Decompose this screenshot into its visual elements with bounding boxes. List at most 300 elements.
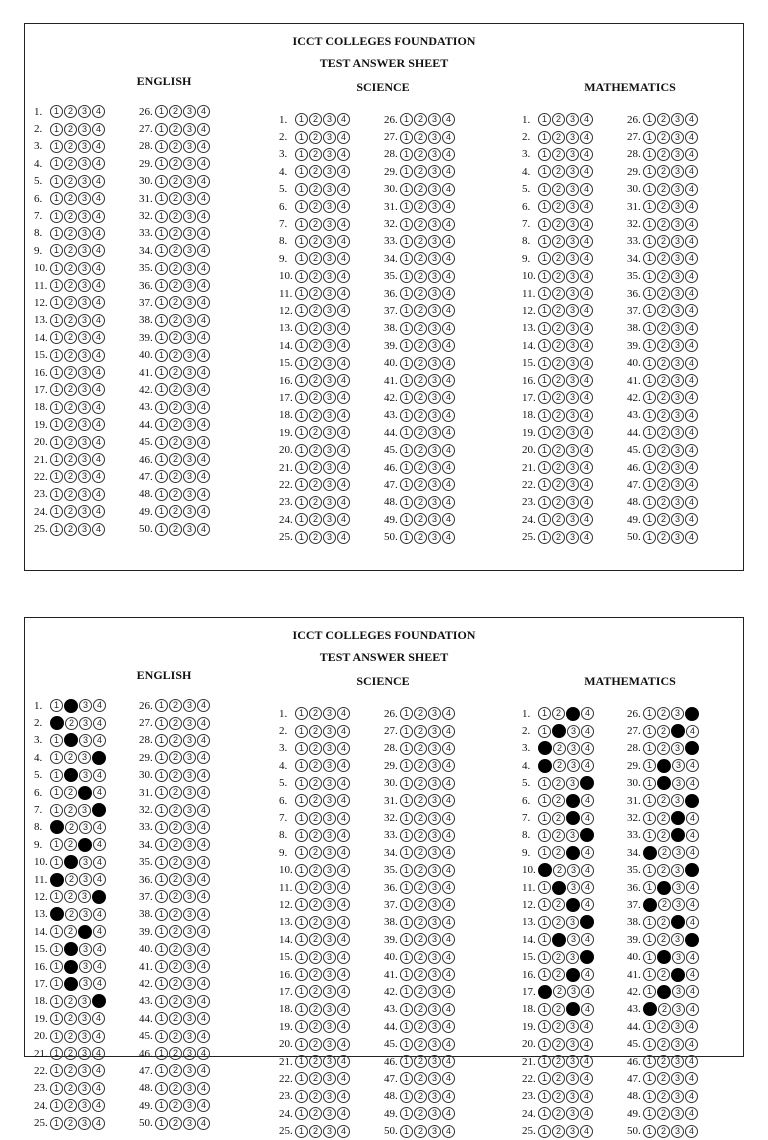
answer-bubble-1[interactable]: 1 xyxy=(155,1030,168,1043)
answer-bubble-4[interactable]: 4 xyxy=(197,470,210,483)
answer-bubble-1[interactable]: 1 xyxy=(538,794,551,807)
answer-bubble-1[interactable]: 1 xyxy=(155,192,168,205)
answer-bubble-2[interactable]: 2 xyxy=(64,262,77,275)
answer-bubble-2[interactable]: 2 xyxy=(309,1055,322,1068)
answer-bubble-4[interactable]: 4 xyxy=(337,287,350,300)
answer-bubble-4[interactable]: 4 xyxy=(685,165,698,178)
answer-bubble-1[interactable]: 1 xyxy=(155,943,168,956)
answer-bubble-3[interactable]: 3 xyxy=(428,846,441,859)
answer-bubble-1[interactable]: 1 xyxy=(643,1038,656,1051)
answer-bubble-2[interactable]: 2 xyxy=(64,140,77,153)
answer-bubble-2[interactable]: 2 xyxy=(309,794,322,807)
answer-bubble-2[interactable]: 2 xyxy=(552,131,565,144)
answer-bubble-1[interactable]: 1 xyxy=(295,1020,308,1033)
answer-bubble-2[interactable]: 2 xyxy=(169,734,182,747)
answer-bubble-3[interactable]: 3 xyxy=(566,1020,579,1033)
answer-bubble-3[interactable]: 3 xyxy=(183,105,196,118)
answer-bubble-4-filled[interactable] xyxy=(92,890,106,904)
answer-bubble-3-filled[interactable] xyxy=(566,707,580,721)
answer-bubble-1[interactable]: 1 xyxy=(155,470,168,483)
answer-bubble-1[interactable]: 1 xyxy=(643,391,656,404)
answer-bubble-1[interactable]: 1 xyxy=(50,296,63,309)
answer-bubble-3[interactable]: 3 xyxy=(428,742,441,755)
answer-bubble-2[interactable]: 2 xyxy=(552,1020,565,1033)
answer-bubble-3[interactable]: 3 xyxy=(323,794,336,807)
answer-bubble-1[interactable]: 1 xyxy=(400,916,413,929)
answer-bubble-1[interactable]: 1 xyxy=(155,734,168,747)
answer-bubble-1[interactable]: 1 xyxy=(155,140,168,153)
answer-bubble-3[interactable]: 3 xyxy=(78,751,91,764)
answer-bubble-2[interactable]: 2 xyxy=(169,1117,182,1130)
answer-bubble-1[interactable]: 1 xyxy=(295,235,308,248)
answer-bubble-2[interactable]: 2 xyxy=(309,1020,322,1033)
answer-bubble-2[interactable]: 2 xyxy=(64,1117,77,1130)
answer-bubble-3[interactable]: 3 xyxy=(183,873,196,886)
answer-bubble-1[interactable]: 1 xyxy=(295,252,308,265)
answer-bubble-2[interactable]: 2 xyxy=(414,461,427,474)
answer-bubble-4[interactable]: 4 xyxy=(337,391,350,404)
answer-bubble-4[interactable]: 4 xyxy=(442,461,455,474)
answer-bubble-1[interactable]: 1 xyxy=(50,470,63,483)
answer-bubble-3[interactable]: 3 xyxy=(428,409,441,422)
answer-bubble-4[interactable]: 4 xyxy=(685,304,698,317)
answer-bubble-3[interactable]: 3 xyxy=(428,1038,441,1051)
answer-bubble-2[interactable]: 2 xyxy=(414,218,427,231)
answer-bubble-1[interactable]: 1 xyxy=(295,322,308,335)
answer-bubble-3[interactable]: 3 xyxy=(78,401,91,414)
answer-bubble-1[interactable]: 1 xyxy=(295,916,308,929)
answer-bubble-2[interactable]: 2 xyxy=(657,304,670,317)
answer-bubble-1[interactable]: 1 xyxy=(643,1020,656,1033)
answer-bubble-3[interactable]: 3 xyxy=(428,951,441,964)
answer-bubble-4-filled[interactable] xyxy=(685,863,699,877)
answer-bubble-4[interactable]: 4 xyxy=(686,881,699,894)
answer-bubble-4[interactable]: 4 xyxy=(92,401,105,414)
answer-bubble-2[interactable]: 2 xyxy=(309,426,322,439)
answer-bubble-2[interactable]: 2 xyxy=(553,864,566,877)
answer-bubble-1[interactable]: 1 xyxy=(400,707,413,720)
answer-bubble-1[interactable]: 1 xyxy=(538,846,551,859)
answer-bubble-1[interactable]: 1 xyxy=(643,252,656,265)
answer-bubble-3[interactable]: 3 xyxy=(428,829,441,842)
answer-bubble-2[interactable]: 2 xyxy=(169,943,182,956)
answer-bubble-2[interactable]: 2 xyxy=(169,383,182,396)
answer-bubble-4[interactable]: 4 xyxy=(685,513,698,526)
answer-bubble-1[interactable]: 1 xyxy=(295,881,308,894)
answer-bubble-1[interactable]: 1 xyxy=(50,505,63,518)
answer-bubble-4[interactable]: 4 xyxy=(197,1064,210,1077)
answer-bubble-1[interactable]: 1 xyxy=(643,531,656,544)
answer-bubble-2[interactable]: 2 xyxy=(309,478,322,491)
answer-bubble-3[interactable]: 3 xyxy=(183,227,196,240)
answer-bubble-3[interactable]: 3 xyxy=(566,461,579,474)
answer-bubble-3[interactable]: 3 xyxy=(323,1107,336,1120)
answer-bubble-2[interactable]: 2 xyxy=(64,453,77,466)
answer-bubble-1[interactable]: 1 xyxy=(155,349,168,362)
answer-bubble-1[interactable]: 1 xyxy=(643,829,656,842)
answer-bubble-1[interactable]: 1 xyxy=(295,200,308,213)
answer-bubble-1[interactable]: 1 xyxy=(50,488,63,501)
answer-bubble-3[interactable]: 3 xyxy=(428,916,441,929)
answer-bubble-3[interactable]: 3 xyxy=(323,270,336,283)
answer-bubble-3[interactable]: 3 xyxy=(323,391,336,404)
answer-bubble-4[interactable]: 4 xyxy=(337,864,350,877)
answer-bubble-1[interactable]: 1 xyxy=(538,777,551,790)
answer-bubble-4[interactable]: 4 xyxy=(197,436,210,449)
answer-bubble-3[interactable]: 3 xyxy=(671,1072,684,1085)
answer-bubble-2[interactable]: 2 xyxy=(414,531,427,544)
answer-bubble-3[interactable]: 3 xyxy=(566,131,579,144)
answer-bubble-1[interactable]: 1 xyxy=(538,235,551,248)
answer-bubble-2[interactable]: 2 xyxy=(414,513,427,526)
answer-bubble-1[interactable]: 1 xyxy=(643,113,656,126)
answer-bubble-2[interactable]: 2 xyxy=(64,523,77,536)
answer-bubble-1[interactable]: 1 xyxy=(643,165,656,178)
answer-bubble-3[interactable]: 3 xyxy=(183,925,196,938)
answer-bubble-4[interactable]: 4 xyxy=(197,856,210,869)
answer-bubble-2[interactable]: 2 xyxy=(414,478,427,491)
answer-bubble-2[interactable]: 2 xyxy=(414,742,427,755)
answer-bubble-2[interactable]: 2 xyxy=(552,1125,565,1138)
answer-bubble-1[interactable]: 1 xyxy=(643,322,656,335)
answer-bubble-3[interactable]: 3 xyxy=(323,725,336,738)
answer-bubble-4[interactable]: 4 xyxy=(686,1003,699,1016)
answer-bubble-1[interactable]: 1 xyxy=(155,157,168,170)
answer-bubble-2[interactable]: 2 xyxy=(414,287,427,300)
answer-bubble-3[interactable]: 3 xyxy=(566,496,579,509)
answer-bubble-1[interactable]: 1 xyxy=(295,864,308,877)
answer-bubble-4[interactable]: 4 xyxy=(581,725,594,738)
answer-bubble-2-filled[interactable] xyxy=(657,881,671,895)
answer-bubble-4[interactable]: 4 xyxy=(337,1003,350,1016)
answer-bubble-3[interactable]: 3 xyxy=(79,960,92,973)
answer-bubble-4[interactable]: 4 xyxy=(92,505,105,518)
answer-bubble-3[interactable]: 3 xyxy=(567,725,580,738)
answer-bubble-4[interactable]: 4 xyxy=(337,357,350,370)
answer-bubble-2[interactable]: 2 xyxy=(309,409,322,422)
answer-bubble-4[interactable]: 4 xyxy=(685,252,698,265)
answer-bubble-4[interactable]: 4 xyxy=(442,794,455,807)
answer-bubble-2[interactable]: 2 xyxy=(553,985,566,998)
answer-bubble-1[interactable]: 1 xyxy=(400,742,413,755)
answer-bubble-4-filled[interactable] xyxy=(685,741,699,755)
answer-bubble-4[interactable]: 4 xyxy=(442,1125,455,1138)
answer-bubble-2-filled[interactable] xyxy=(657,985,671,999)
answer-bubble-3[interactable]: 3 xyxy=(78,244,91,257)
answer-bubble-1[interactable]: 1 xyxy=(295,218,308,231)
answer-bubble-4[interactable]: 4 xyxy=(442,707,455,720)
answer-bubble-4[interactable]: 4 xyxy=(337,1038,350,1051)
answer-bubble-4[interactable]: 4 xyxy=(442,304,455,317)
answer-bubble-1[interactable]: 1 xyxy=(400,1090,413,1103)
answer-bubble-1[interactable]: 1 xyxy=(295,777,308,790)
answer-bubble-3[interactable]: 3 xyxy=(323,113,336,126)
answer-bubble-2[interactable]: 2 xyxy=(309,113,322,126)
answer-bubble-4[interactable]: 4 xyxy=(580,287,593,300)
answer-bubble-2[interactable]: 2 xyxy=(309,1003,322,1016)
answer-bubble-4[interactable]: 4 xyxy=(580,478,593,491)
answer-bubble-2[interactable]: 2 xyxy=(64,925,77,938)
answer-bubble-1[interactable]: 1 xyxy=(295,426,308,439)
answer-bubble-2[interactable]: 2 xyxy=(309,898,322,911)
answer-bubble-3[interactable]: 3 xyxy=(78,210,91,223)
answer-bubble-1[interactable]: 1 xyxy=(643,933,656,946)
answer-bubble-3[interactable]: 3 xyxy=(183,1064,196,1077)
answer-bubble-2[interactable]: 2 xyxy=(414,1055,427,1068)
answer-bubble-4[interactable]: 4 xyxy=(685,496,698,509)
answer-bubble-1[interactable]: 1 xyxy=(50,977,63,990)
answer-bubble-1[interactable]: 1 xyxy=(400,1003,413,1016)
answer-bubble-1[interactable]: 1 xyxy=(155,366,168,379)
answer-bubble-1[interactable]: 1 xyxy=(538,1125,551,1138)
answer-bubble-1[interactable]: 1 xyxy=(295,1072,308,1085)
answer-bubble-3[interactable]: 3 xyxy=(323,881,336,894)
answer-bubble-3[interactable]: 3 xyxy=(566,287,579,300)
answer-bubble-3[interactable]: 3 xyxy=(566,183,579,196)
answer-bubble-1[interactable]: 1 xyxy=(538,1003,551,1016)
answer-bubble-4[interactable]: 4 xyxy=(685,374,698,387)
answer-bubble-1[interactable]: 1 xyxy=(50,105,63,118)
answer-bubble-2[interactable]: 2 xyxy=(552,846,565,859)
answer-bubble-2[interactable]: 2 xyxy=(64,838,77,851)
answer-bubble-3-filled[interactable] xyxy=(671,968,685,982)
answer-bubble-1[interactable]: 1 xyxy=(155,279,168,292)
answer-bubble-1[interactable]: 1 xyxy=(400,725,413,738)
answer-bubble-4[interactable]: 4 xyxy=(685,1038,698,1051)
answer-bubble-4[interactable]: 4 xyxy=(197,838,210,851)
answer-bubble-2[interactable]: 2 xyxy=(309,148,322,161)
answer-bubble-4[interactable]: 4 xyxy=(92,1064,105,1077)
answer-bubble-4[interactable]: 4 xyxy=(442,1055,455,1068)
answer-bubble-3[interactable]: 3 xyxy=(183,279,196,292)
answer-bubble-2[interactable]: 2 xyxy=(414,725,427,738)
answer-bubble-1[interactable]: 1 xyxy=(400,391,413,404)
answer-bubble-4[interactable]: 4 xyxy=(442,148,455,161)
answer-bubble-2[interactable]: 2 xyxy=(552,444,565,457)
answer-bubble-4[interactable]: 4 xyxy=(685,461,698,474)
answer-bubble-2[interactable]: 2 xyxy=(169,1099,182,1112)
answer-bubble-2-filled[interactable] xyxy=(64,960,78,974)
answer-bubble-2[interactable]: 2 xyxy=(64,1082,77,1095)
answer-bubble-3[interactable]: 3 xyxy=(566,357,579,370)
answer-bubble-2[interactable]: 2 xyxy=(657,131,670,144)
answer-bubble-3[interactable]: 3 xyxy=(323,165,336,178)
answer-bubble-1[interactable]: 1 xyxy=(50,453,63,466)
answer-bubble-2[interactable]: 2 xyxy=(64,244,77,257)
answer-bubble-2[interactable]: 2 xyxy=(552,235,565,248)
answer-bubble-3[interactable]: 3 xyxy=(323,1020,336,1033)
answer-bubble-2[interactable]: 2 xyxy=(309,235,322,248)
answer-bubble-4[interactable]: 4 xyxy=(92,140,105,153)
answer-bubble-4[interactable]: 4 xyxy=(442,531,455,544)
answer-bubble-3[interactable]: 3 xyxy=(78,505,91,518)
answer-bubble-3[interactable]: 3 xyxy=(566,1072,579,1085)
answer-bubble-2[interactable]: 2 xyxy=(309,1072,322,1085)
answer-bubble-4[interactable]: 4 xyxy=(197,262,210,275)
answer-bubble-4[interactable]: 4 xyxy=(337,113,350,126)
answer-bubble-3[interactable]: 3 xyxy=(672,777,685,790)
answer-bubble-1[interactable]: 1 xyxy=(50,734,63,747)
answer-bubble-4[interactable]: 4 xyxy=(337,444,350,457)
answer-bubble-2[interactable]: 2 xyxy=(552,218,565,231)
answer-bubble-3[interactable]: 3 xyxy=(323,287,336,300)
answer-bubble-4[interactable]: 4 xyxy=(337,1055,350,1068)
answer-bubble-1[interactable]: 1 xyxy=(295,270,308,283)
answer-bubble-4[interactable]: 4 xyxy=(442,1107,455,1120)
answer-bubble-3[interactable]: 3 xyxy=(78,140,91,153)
answer-bubble-2-filled[interactable] xyxy=(657,950,671,964)
answer-bubble-1[interactable]: 1 xyxy=(295,1125,308,1138)
answer-bubble-4[interactable]: 4 xyxy=(197,995,210,1008)
answer-bubble-1[interactable]: 1 xyxy=(295,985,308,998)
answer-bubble-1[interactable]: 1 xyxy=(538,1038,551,1051)
answer-bubble-4[interactable]: 4 xyxy=(92,470,105,483)
answer-bubble-1[interactable]: 1 xyxy=(643,794,656,807)
answer-bubble-2[interactable]: 2 xyxy=(169,769,182,782)
answer-bubble-2[interactable]: 2 xyxy=(552,183,565,196)
answer-bubble-1[interactable]: 1 xyxy=(50,366,63,379)
answer-bubble-3[interactable]: 3 xyxy=(671,496,684,509)
answer-bubble-3[interactable]: 3 xyxy=(79,699,92,712)
answer-bubble-3[interactable]: 3 xyxy=(566,235,579,248)
answer-bubble-2[interactable]: 2 xyxy=(414,235,427,248)
answer-bubble-4[interactable]: 4 xyxy=(580,339,593,352)
answer-bubble-4[interactable]: 4 xyxy=(580,391,593,404)
answer-bubble-4[interactable]: 4 xyxy=(92,296,105,309)
answer-bubble-2[interactable]: 2 xyxy=(414,1038,427,1051)
answer-bubble-4-filled[interactable] xyxy=(92,994,106,1008)
answer-bubble-1[interactable]: 1 xyxy=(50,1117,63,1130)
answer-bubble-3[interactable]: 3 xyxy=(566,113,579,126)
answer-bubble-1[interactable]: 1 xyxy=(400,1038,413,1051)
answer-bubble-4[interactable]: 4 xyxy=(685,148,698,161)
answer-bubble-2[interactable]: 2 xyxy=(64,1012,77,1025)
answer-bubble-1[interactable]: 1 xyxy=(295,933,308,946)
answer-bubble-1[interactable]: 1 xyxy=(400,148,413,161)
answer-bubble-3[interactable]: 3 xyxy=(183,1082,196,1095)
answer-bubble-3[interactable]: 3 xyxy=(183,470,196,483)
answer-bubble-1[interactable]: 1 xyxy=(538,391,551,404)
answer-bubble-1[interactable]: 1 xyxy=(155,995,168,1008)
answer-bubble-1-filled[interactable] xyxy=(50,716,64,730)
answer-bubble-2[interactable]: 2 xyxy=(169,804,182,817)
answer-bubble-2-filled[interactable] xyxy=(64,768,78,782)
answer-bubble-3[interactable]: 3 xyxy=(183,210,196,223)
answer-bubble-4[interactable]: 4 xyxy=(580,1107,593,1120)
answer-bubble-4[interactable]: 4 xyxy=(442,777,455,790)
answer-bubble-1[interactable]: 1 xyxy=(155,856,168,869)
answer-bubble-4[interactable]: 4 xyxy=(685,1072,698,1085)
answer-bubble-4[interactable]: 4 xyxy=(580,304,593,317)
answer-bubble-4[interactable]: 4 xyxy=(92,227,105,240)
answer-bubble-3[interactable]: 3 xyxy=(183,140,196,153)
answer-bubble-1[interactable]: 1 xyxy=(643,1107,656,1120)
answer-bubble-1[interactable]: 1 xyxy=(50,383,63,396)
answer-bubble-3[interactable]: 3 xyxy=(78,890,91,903)
answer-bubble-4[interactable]: 4 xyxy=(442,1090,455,1103)
answer-bubble-3[interactable]: 3 xyxy=(566,374,579,387)
answer-bubble-4[interactable]: 4 xyxy=(93,960,106,973)
answer-bubble-1[interactable]: 1 xyxy=(400,252,413,265)
answer-bubble-1[interactable]: 1 xyxy=(538,426,551,439)
answer-bubble-1[interactable]: 1 xyxy=(400,287,413,300)
answer-bubble-1[interactable]: 1 xyxy=(50,227,63,240)
answer-bubble-3[interactable]: 3 xyxy=(428,339,441,352)
answer-bubble-4[interactable]: 4 xyxy=(337,270,350,283)
answer-bubble-2[interactable]: 2 xyxy=(64,175,77,188)
answer-bubble-2[interactable]: 2 xyxy=(309,270,322,283)
answer-bubble-2[interactable]: 2 xyxy=(64,1064,77,1077)
answer-bubble-1[interactable]: 1 xyxy=(295,1003,308,1016)
answer-bubble-1[interactable]: 1 xyxy=(400,1107,413,1120)
answer-bubble-2[interactable]: 2 xyxy=(414,113,427,126)
answer-bubble-4[interactable]: 4 xyxy=(685,1125,698,1138)
answer-bubble-3[interactable]: 3 xyxy=(323,933,336,946)
answer-bubble-4[interactable]: 4 xyxy=(92,175,105,188)
answer-bubble-1[interactable]: 1 xyxy=(538,951,551,964)
answer-bubble-3[interactable]: 3 xyxy=(78,296,91,309)
answer-bubble-4[interactable]: 4 xyxy=(442,444,455,457)
answer-bubble-1[interactable]: 1 xyxy=(538,881,551,894)
answer-bubble-3[interactable]: 3 xyxy=(183,977,196,990)
answer-bubble-2[interactable]: 2 xyxy=(309,200,322,213)
answer-bubble-2[interactable]: 2 xyxy=(552,461,565,474)
answer-bubble-2[interactable]: 2 xyxy=(309,513,322,526)
answer-bubble-4[interactable]: 4 xyxy=(197,943,210,956)
answer-bubble-1[interactable]: 1 xyxy=(295,1090,308,1103)
answer-bubble-3[interactable]: 3 xyxy=(323,1055,336,1068)
answer-bubble-3[interactable]: 3 xyxy=(671,1055,684,1068)
answer-bubble-1[interactable]: 1 xyxy=(643,426,656,439)
answer-bubble-2[interactable]: 2 xyxy=(169,1064,182,1077)
answer-bubble-1[interactable]: 1 xyxy=(538,218,551,231)
answer-bubble-4[interactable]: 4 xyxy=(580,409,593,422)
answer-bubble-1[interactable]: 1 xyxy=(538,829,551,842)
answer-bubble-2[interactable]: 2 xyxy=(169,523,182,536)
answer-bubble-4[interactable]: 4 xyxy=(337,951,350,964)
answer-bubble-4[interactable]: 4 xyxy=(685,183,698,196)
answer-bubble-3[interactable]: 3 xyxy=(428,426,441,439)
answer-bubble-3[interactable]: 3 xyxy=(78,349,91,362)
answer-bubble-1-filled[interactable] xyxy=(538,985,552,999)
answer-bubble-3[interactable]: 3 xyxy=(78,157,91,170)
answer-bubble-1[interactable]: 1 xyxy=(643,131,656,144)
answer-bubble-1[interactable]: 1 xyxy=(538,461,551,474)
answer-bubble-2[interactable]: 2 xyxy=(552,1107,565,1120)
answer-bubble-2[interactable]: 2 xyxy=(65,873,78,886)
answer-bubble-4-filled[interactable] xyxy=(580,828,594,842)
answer-bubble-3[interactable]: 3 xyxy=(78,523,91,536)
answer-bubble-3[interactable]: 3 xyxy=(566,252,579,265)
answer-bubble-3[interactable]: 3 xyxy=(183,366,196,379)
answer-bubble-3[interactable]: 3 xyxy=(428,478,441,491)
answer-bubble-1-filled[interactable] xyxy=(538,863,552,877)
answer-bubble-2[interactable]: 2 xyxy=(309,374,322,387)
answer-bubble-2[interactable]: 2 xyxy=(657,707,670,720)
answer-bubble-1[interactable]: 1 xyxy=(295,165,308,178)
answer-bubble-2[interactable]: 2 xyxy=(309,131,322,144)
answer-bubble-3[interactable]: 3 xyxy=(78,262,91,275)
answer-bubble-3[interactable]: 3 xyxy=(428,1125,441,1138)
answer-bubble-2[interactable]: 2 xyxy=(414,985,427,998)
answer-bubble-2[interactable]: 2 xyxy=(309,759,322,772)
answer-bubble-3[interactable]: 3 xyxy=(428,985,441,998)
answer-bubble-3[interactable]: 3 xyxy=(78,995,91,1008)
answer-bubble-1[interactable]: 1 xyxy=(400,478,413,491)
answer-bubble-1[interactable]: 1 xyxy=(295,339,308,352)
answer-bubble-4[interactable]: 4 xyxy=(337,218,350,231)
answer-bubble-2[interactable]: 2 xyxy=(309,881,322,894)
